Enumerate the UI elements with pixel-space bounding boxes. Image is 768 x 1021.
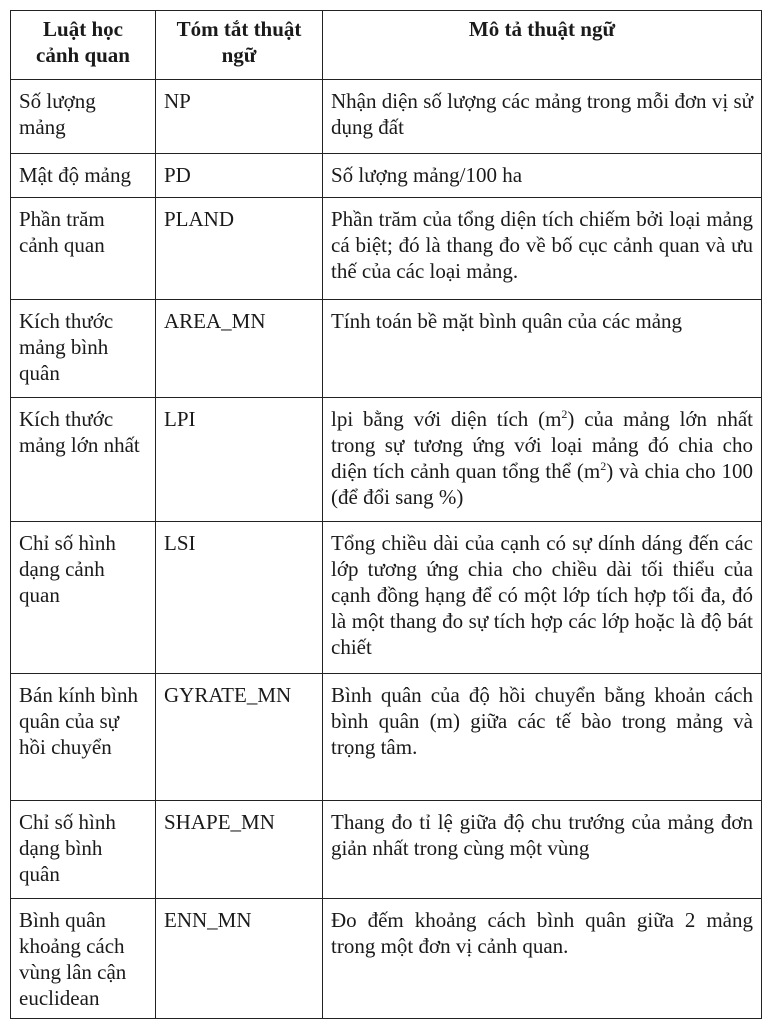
metric-name: Số lượng mảng <box>11 80 156 154</box>
metric-name: Phần trăm cảnh quan <box>11 198 156 300</box>
header-abbreviation: Tóm tắt thuật ngữ <box>156 11 323 80</box>
metric-abbr: LPI <box>156 398 323 522</box>
table-row <box>11 80 762 154</box>
metric-abbr: ENN_MN <box>156 899 323 1019</box>
metric-name: Bình quân khoảng cách vùng lân cận euclidean <box>11 899 156 1019</box>
table-row <box>11 154 762 198</box>
table-row <box>11 899 762 1019</box>
table-row <box>11 300 762 398</box>
metric-abbr: GYRATE_MN <box>156 674 323 801</box>
metric-desc: Thang đo tỉ lệ giữa độ chu trướng của mảng đơn giản nhất trong cùng một vùng <box>323 801 762 899</box>
metric-desc: Tổng chiều dài của cạnh có sự dính dáng đến các lớp tương ứng chia cho chiều dài tối thiểu của cạnh đồng hạng để có một lớp tích hợp tối đa, đó là một thang đo sự tích hợp các lớp hoặc là độ bát chiết <box>323 522 762 674</box>
metric-abbr: AREA_MN <box>156 300 323 398</box>
metric-desc: Đo đếm khoảng cách bình quân giữa 2 mảng trong một đơn vị cảnh quan. <box>323 899 762 1019</box>
desc-text: ) của mảng lớn nhất trong sự tương ứng với loại mảng đó chia cho diện tích cảnh quan tổng thể (m <box>331 407 753 483</box>
table-row <box>11 198 762 300</box>
landscape-metrics-table <box>10 10 762 1019</box>
metric-desc <box>323 398 762 522</box>
superscript: 2 <box>561 407 568 421</box>
metric-name: Chỉ số hình dạng bình quân <box>11 801 156 899</box>
table-header-row <box>11 11 762 80</box>
table-row <box>11 522 762 674</box>
metric-abbr: PD <box>156 154 323 198</box>
desc-text: ) và chia cho 100 (để đổi sang %) <box>331 459 753 509</box>
metric-desc: Phần trăm của tổng diện tích chiếm bởi loại mảng cá biệt; đó là thang đo về bố cục cảnh quan và ưu thế của các loại mảng. <box>323 198 762 300</box>
metric-desc: Tính toán bề mặt bình quân của các mảng <box>323 300 762 398</box>
metric-desc: Số lượng mảng/100 ha <box>323 154 762 198</box>
table-row <box>11 674 762 801</box>
desc-text: lpi bằng với diện tích (m <box>331 407 562 431</box>
header-metric-name: Luật học cảnh quan <box>11 11 156 80</box>
metric-desc: Nhận diện số lượng các mảng trong mỗi đơn vị sử dụng đất <box>323 80 762 154</box>
metric-abbr: LSI <box>156 522 323 674</box>
header-description: Mô tả thuật ngữ <box>323 11 762 80</box>
metric-abbr: PLAND <box>156 198 323 300</box>
metric-name: Chỉ số hình dạng cảnh quan <box>11 522 156 674</box>
metric-abbr: SHAPE_MN <box>156 801 323 899</box>
superscript: 2 <box>600 459 607 473</box>
metric-name: Mật độ mảng <box>11 154 156 198</box>
table-row <box>11 398 762 522</box>
table-row <box>11 801 762 899</box>
metric-desc: Bình quân của độ hồi chuyển bằng khoản cách bình quân (m) giữa các tế bào trong mảng và trọng tâm. <box>323 674 762 801</box>
metric-name: Kích thước mảng lớn nhất <box>11 398 156 522</box>
metric-name: Bán kính bình quân của sự hồi chuyển <box>11 674 156 801</box>
metric-name: Kích thước mảng bình quân <box>11 300 156 398</box>
metric-abbr: NP <box>156 80 323 154</box>
